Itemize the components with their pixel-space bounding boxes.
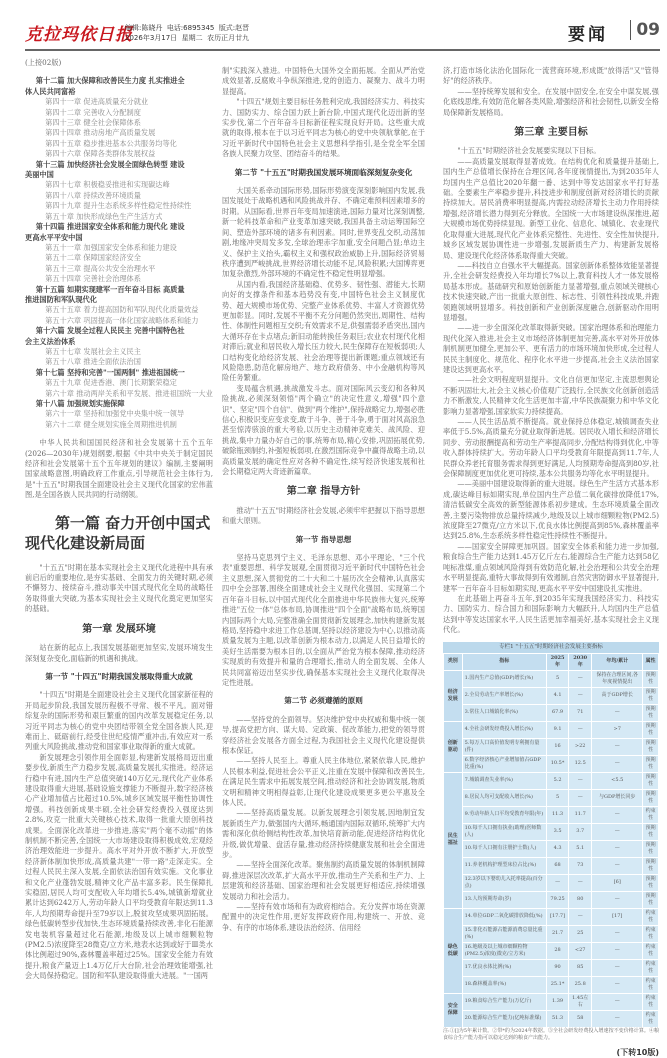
toc-part: 第十六篇 发展全过程人民民主 完善中国特色社 [35, 326, 185, 336]
table-value-2025: 51.3 [546, 1010, 568, 1027]
table-attribute: 约束性 [643, 1010, 659, 1027]
part-1-intro: "十五五"时期在基本实现社会主义现代化进程中具有承前启后的重要地位,是夯实基础、全面发力的关键时期,必须不懈努力、接续奋斗,推动事关中国式现代化全局的战略任务取得重大突破,为基本实现社会主义现代化奠定更加坚实的基础。 [25, 562, 213, 614]
table-indicator: 7.城镇调查失业率(%) [462, 772, 546, 789]
goal: ——美丽中国建设取得新的重大进展。绿色生产生活方式基本形成,碳达峰目标如期实现,单位国内生产总值二氧化碳排放降低17%,清洁低碳安全高效的新型能源体系初步建成。生态环境质量全面改善,主要污染物排放总量持续减少,地级及以上城市细颗粒物(PM2.5)浓度降至27微克/立方米以下,优良水体比例提高到85%,森林覆盖率达到25.8%,生态系统多样性稳定性持续性不断提升。 [443, 479, 659, 541]
table-row [444, 891, 659, 908]
table-indicator: 11.养老机构护理型床位占比(%) [462, 857, 546, 874]
principle: ——坚持党的全面领导。坚决维护党中央权威和集中统一领导,提高党把方向、谋大局、定政策、促改革能力,把党的领导贯穿经济社会发展各方面全过程,为我国社会主义现代化建设提供根本保证。 [222, 714, 425, 755]
table-attribute: 约束性 [643, 908, 659, 925]
table-avg: — [592, 959, 643, 976]
table-avg: <5.5 [592, 772, 643, 789]
table-value-2025: 10.5* [546, 755, 568, 772]
goal: ——高质量发展取得显著成效。在结构优化和质量提升基础上,国内生产总值增长保持在合理区间,各年度视情提出,为到2035年人均国内生产总值比2020年翻一番、达到中等发达国家水平打好基础。全要素生产率稳步提升,科技进步和制度创新对经济增长的贡献持续加大。居民消费率明显提高,内需拉动经济增长主动力作用持续增强,经济增长潜力得到充分释放。全国统一大市场建设纵深推进,超大规模市场优势持续显现。新型工业化、信息化、城镇化、农业现代化取得重大进展,现代化产业体系完整性、先进性、安全性加快提升,城乡区域发展协调性进一步增强,发展新质生产力、构建新发展格局、建设现代化经济体系取得重大突破。 [443, 156, 659, 260]
table-avg: — [592, 806, 643, 823]
table-body [444, 670, 659, 1027]
table-indicator: 13.人均预期寿命(岁) [462, 891, 546, 908]
table-avg: — [592, 925, 643, 942]
table-avg: >7 [592, 721, 643, 738]
lunar-date: 农历正月廿九 [207, 34, 250, 42]
paragraph: "十四五"时期是全面建设社会主义现代化国家新征程的开局起步阶段,我国发展历程极不寻常、极不平凡。面对错综复杂的国际形势和艰巨繁重的国内改革发展稳定任务,以习近平同志为核心的党中央团结带领全党全国各族人民,迎难而上、砥砺前行,经受住世纪疫情严重冲击,有效应对一系列重大风险挑战,推动党和国家事业取得新的重大成就。 [25, 690, 213, 752]
toc-part-continued: 会主义法治体系 [25, 336, 76, 346]
page-number: 09 [630, 20, 660, 40]
toc-chapter: 第四十四章 推动房地产高质量发展 [45, 128, 156, 138]
table-row [444, 874, 659, 891]
toc-part-continued: 更高水平平安中国 [25, 232, 83, 242]
weekday: 星期二 [181, 34, 203, 42]
header-rule [25, 49, 660, 51]
goal: ——科技自立自强水平大幅提高。国家创新体系整体效能显著提升,全社会研发经费投入年均增长7%以上,教育科技人才一体发展格局基本形成。基础研究和原始创新能力显著增强,重点领域关键核心技术快速突破,产出一批重大原创性、标志性、引领性科技成果,并跑领跑领域明显增多。科技创新和产业创新深度融合,创新驱动作用明显增强。 [443, 260, 659, 322]
table-attribute: 预期性 [643, 840, 659, 857]
table-value-2030: 11.7 [569, 806, 592, 823]
table-value-2030: — [569, 908, 592, 925]
table-row [444, 670, 659, 687]
table-value-2025: 21.7 [546, 925, 568, 942]
column-1 [25, 58, 213, 982]
table-header-cell: 属性 [643, 653, 659, 670]
table-note: 注:①[]为5年累计数。②带*的为2024年数据。③全社会研发经费投入增速按不变价格计算。④粮食综合生产能力指可以稳定达到的粮食产出能力。 [443, 1027, 659, 1041]
toc-part-continued: 体人民共同富裕 [25, 86, 76, 96]
toc-chapter: 第五十二章 保障国家经济安全 [45, 253, 141, 263]
guiding-thought-title: 第一节 指导思想 [295, 534, 352, 544]
table-avg: [17] [592, 908, 643, 925]
table-attribute: 预期性 [643, 687, 659, 704]
table-indicator: 19.粮食综合生产能力(万亿斤) [462, 993, 546, 1010]
table-attribute: 预期性 [643, 891, 659, 908]
table-avg: — [592, 755, 643, 772]
toc-chapter: 第五十六章 巩固提高一体化国家战略体系和能力 [45, 315, 199, 325]
column-3 [443, 58, 659, 1058]
table-row [444, 908, 659, 925]
table-indicator: 4.全社会研发经费投入增长(%) [462, 721, 546, 738]
table-attribute: 预期性 [643, 789, 659, 806]
continued-from: (上接02版) [25, 58, 62, 67]
table-value-2030: 71 [569, 704, 592, 721]
table-avg: 与GDP增长同步 [592, 789, 643, 806]
date: 2026年3月17日 [125, 34, 178, 42]
masthead [25, 18, 660, 48]
table-indicator: 2.全员劳动生产率增长(%) [462, 687, 546, 704]
table-value-2025: 11.3 [546, 806, 568, 823]
table-attribute: 预期性 [643, 823, 659, 840]
table-indicator: 17.优良水体比例(%) [462, 959, 546, 976]
intro-paragraph: 中华人民共和国国民经济和社会发展第十五个五年(2026—2030年)规划纲要,根据《中共中央关于制定国民经济和社会发展第十五个五年规划的建议》编制,主要阐明国家战略意图,明确政府工作重点,引导规范社会主体行为,是"十五五"时期我国全面建设社会主义现代化国家的宏伟蓝图,是全国各族人民共同的行动纲领。 [25, 438, 213, 500]
table-value-2030: >22 [569, 738, 592, 755]
table-avg: — [592, 1010, 643, 1027]
toc-part: 第十七篇 坚持和完善"一国两制" 推进祖国统一 [35, 367, 185, 377]
table-avg: — [592, 993, 643, 1010]
table-category: 绿色低碳 [444, 908, 463, 993]
toc-chapter: 第五十九章 促进香港、澳门长期繁荣稳定 [45, 378, 177, 388]
table-value-2030: — [569, 687, 592, 704]
toc-part-continued: 推进国防和军队现代化 [25, 294, 97, 304]
table-avg: 保持在合理区间,各年度视情提出 [592, 670, 643, 687]
table-row [444, 704, 659, 721]
table-value-2030: 58 [569, 1010, 592, 1027]
table-attribute: 预期性 [643, 721, 659, 738]
table-row [444, 959, 659, 976]
table-category: 创新驱动 [444, 721, 463, 772]
table-value-2030: — [569, 772, 592, 789]
table-indicator: 10.每千人口拥有执业(助理)医师数(人) [462, 823, 546, 840]
table-value-2025: 5 [546, 670, 568, 687]
table-attribute: 约束性 [643, 942, 659, 959]
table-row [444, 687, 659, 704]
toc-chapter: 第四十八章 持续改善环境质量 [45, 190, 141, 200]
table-row [444, 806, 659, 823]
paragraph-continued: 制"实践深入推进。中国特色大国外交全面拓展。全面从严治党成效显著,反腐败斗争纵深推进,党的创造力、凝聚力、战斗力明显提高。 [222, 66, 425, 96]
table-header-cell: 2030年 [569, 653, 592, 670]
table-attribute: 约束性 [643, 976, 659, 993]
table-header-cell: 类别 [444, 653, 463, 670]
table-attribute: 约束性 [643, 959, 659, 976]
table-value-2025: 3.5 [546, 823, 568, 840]
table-attribute: 预期性 [643, 755, 659, 772]
table-indicator: 10.每千人口拥有注册护士数(人) [462, 840, 546, 857]
table-value-2030: 80 [569, 891, 592, 908]
table-indicator: 20.能源综合生产能力(亿吨标准煤) [462, 1010, 546, 1027]
table-avg: [6] [592, 874, 643, 891]
table-row [444, 840, 659, 857]
table-caption: 专栏1 "十五五"时期经济社会发展主要指标 [443, 642, 659, 653]
table-value-2030: 73 [569, 857, 592, 874]
table-value-2025: 68 [546, 857, 568, 874]
table-value-2025: 4.3 [546, 840, 568, 857]
table-value-2030: — [569, 670, 592, 687]
toc-part: 第十三篇 加快经济社会发展全面绿色转型 建设 [35, 159, 185, 169]
table-value-2030: 25 [569, 925, 592, 942]
table-indicator: 18.森林覆盖率(%) [462, 976, 546, 993]
table-indicator: 12.3岁以下婴幼儿入托率提高(百分点) [462, 874, 546, 891]
table-row [444, 925, 659, 942]
table-avg: 高于GDP增长 [592, 687, 643, 704]
table-avg: — [592, 942, 643, 959]
table-value-2025: 5.2 [546, 772, 568, 789]
table-attribute: 预期性 [643, 874, 659, 891]
table-value-2025: 67.9 [546, 704, 568, 721]
table-header-cell: 指标 [462, 653, 546, 670]
table-indicator: 14.单位GDP二氧化碳排放降低(%) [462, 908, 546, 925]
toc-chapter: 第四十二章 完善收入分配制度 [45, 107, 141, 117]
toc-chapter: 第五十三章 提高公共安全治理水平 [45, 263, 156, 273]
table-value-2025: 79.25 [546, 891, 568, 908]
section-1-title: 第一节 "十四五"时期我国发展取得重大成就 [45, 671, 193, 681]
masthead-meta [125, 23, 249, 43]
table-attribute: 约束性 [643, 993, 659, 1010]
table-row [444, 942, 659, 959]
toc-part: 第十八篇 加强规划实施保障 [35, 399, 125, 408]
table-value-2025: 90 [546, 959, 568, 976]
toc-chapter: 第四十六章 保障各类群体发展权益 [45, 149, 156, 159]
table-value-2030: — [569, 721, 592, 738]
table-value-2025: 5 [546, 789, 568, 806]
chapter-2-intro: 推动"十五五"时期经济社会发展,必须牢牢把握以下指导思想和重大原则。 [222, 505, 425, 526]
toc-part: 第十二篇 加大保障和改善民生力度 扎实推进全 [35, 76, 185, 86]
table-indicator: 5.每万人口高价值发明专利拥有量(件) [462, 738, 546, 755]
principle: ——坚持统筹发展和安全。在发展中固安全,在安全中谋发展,强化底线思维,有效防范化解各类风险,增强经济和社会韧性,以新安全格局保障新发展格局。 [443, 86, 659, 117]
toc-part: 第十五篇 如期实现建军一百年奋斗目标 高质量 [35, 284, 185, 294]
table-header-cell: 2025年 [546, 653, 568, 670]
table-value-2030: 12.5 [569, 755, 592, 772]
chapter-1-intro: 站在新的起点上,我国发展基础更加坚实,发展环境发生深刻复杂变化,面临新的机遇和挑战。 [25, 643, 213, 663]
table-row [444, 1010, 659, 1027]
phone: 电话:6895345 [166, 24, 215, 32]
newspaper-logo: 克拉玛依日报 [25, 25, 133, 45]
table-value-2025: 28 [546, 942, 568, 959]
table-row [444, 772, 659, 789]
chapter-3-title: 第三章 主要目标 [514, 127, 588, 139]
goal: ——进一步全面深化改革取得新突破。国家治理体系和治理能力现代化深入推进,社会主义市场经济体制更加完善,高水平对外开放体制机制更加健全,更加公平、更有活力的市场环境加快形成,全过程人民民主制度化、规范化、程序化水平进一步提高,社会主义法治国家建设达到更高水平。 [443, 323, 659, 374]
principle: ——坚持有效市场和有为政府相结合。充分发挥市场在资源配置中的决定性作用,更好发挥政府作用,构建统一、开放、竞争、有序的市场体系,建设法治经济、信用经 [222, 902, 425, 932]
chapter-1-title: 第一章 发展环境 [82, 623, 156, 635]
principle: ——坚持人民至上。尊重人民主体地位,紧紧依靠人民,维护人民根本利益,促进社会公平正义,注重在发展中保障和改善民生,在满足民生需求中拓展发展空间,推动经济和社会协调发展,物质文明和精神文明相得益彰,让现代化建设成果更多更公平惠及全体人民。 [222, 756, 425, 807]
table-row [444, 857, 659, 874]
section-name: 要闻 [568, 25, 608, 45]
toc-chapter: 第五十七章 发展社会主义民主 [45, 346, 141, 356]
table-avg: — [592, 704, 643, 721]
table-indicator: 16.地级及以上城市细颗粒物(PM2.5)浓度(微克/立方米) [462, 942, 546, 959]
table-avg: — [592, 891, 643, 908]
toc-chapter: 第四十九章 提升生态系统多样性稳定性持续性 [45, 201, 192, 211]
table-indicator: 9.劳动年龄人口平均受教育年限(年) [462, 806, 546, 823]
toc-part: 第十四篇 推进国家安全体系和能力现代化 建设 [35, 222, 185, 232]
editor: 编辑:陈晓丹 [125, 24, 163, 32]
toc-chapter: 第五十四章 完善社会治理体系 [45, 274, 141, 284]
table-value-2025: 25.1* [546, 976, 568, 993]
table-avg: — [592, 976, 643, 993]
goal: ——国家安全屏障更加巩固。国家安全体系和能力进一步加强,粮食综合生产能力达到1.45万亿斤左右,能源综合生产能力达到58亿吨标准煤,重点领域风险得到有效防范化解,社会治理和公共安全治理水平明显提高,重特大事故得到有效遏制,自然灾害防御水平显著提升,建军一百年奋斗目标如期实现,更高水平平安中国建设扎实推进。 [443, 541, 659, 593]
paragraph-continued: 济,打造市场化法治化国际化一流营商环境,形成既"放得活"又"管得好"的经济秩序。 [443, 66, 659, 86]
table-value-2030: — [569, 789, 592, 806]
table-indicator: 6.数字经济核心产业增加值占GDP比重(%) [462, 755, 546, 772]
table-category: 安全保障 [444, 993, 463, 1027]
table-indicator: 8.居民人均可支配收入增长(%) [462, 789, 546, 806]
paragraph: 坚持马克思列宁主义、毛泽东思想、邓小平理论、"三个代表"重要思想、科学发展观,全面贯彻习近平新时代中国特色社会主义思想,深入贯彻党的二十大和二十届历次全会精神,认真落实四中全会部署,围绕全面建成社会主义现代化强国、实现第二个百年奋斗目标,以中国式现代化全面推进中华民族伟大复兴,统筹推进"五位一体"总体布局,协调推进"四个全面"战略布局,统筹国内国际两个大局,完整准确全面贯彻新发展理念,加快构建新发展格局,坚持稳中求进工作总基调,坚持以经济建设为中心,以推动高质量发展为主题,以改革创新为根本动力,以满足人民日益增长的美好生活需要为根本目的,以全面从严治党为根本保障,推动经济实现质的有效提升和量的合理增长,推动人的全面发展、全体人民共同富裕迈出坚实步伐,确保基本实现社会主义现代化取得决定性进展。 [222, 553, 425, 687]
table-value-2025: 9.1 [546, 721, 568, 738]
principles-title: 第二节 必须遵循的原则 [284, 696, 363, 706]
table-value-2025: — [546, 874, 568, 891]
section-2-title: 第二节 "十五五"时期我国发展环境面临深刻复杂变化 [234, 167, 413, 177]
table-indicator: 3.常住人口城镇化率(%) [462, 704, 546, 721]
table-row [444, 976, 659, 993]
table-value-2030: 85 [569, 959, 592, 976]
table-row [444, 823, 659, 840]
paragraph: 从国内看,我国经济基础稳、优势多、韧性强、潜能大,长期向好的支撑条件和基本趋势没有变,中国特色社会主义制度优势、超大规模市场优势、完整产业体系优势、丰富人才资源优势更加彰显。同时,发展不平衡不充分问题仍然突出,周期性、结构性、体制性问题相互交织;有效需求不足,供强需弱矛盾突出,国内大循环存在卡点堵点;新旧动能转换任务艰巨;农业农村现代化相对滞后;就业和居民收入增长压力较大,民生保障存在短板弱项;人口结构变化给经济发展、社会治理等提出新课题;重点领域还有风险隐患,防范化解房地产、地方政府债务、中小金融机构等风险任务繁重。 [222, 279, 425, 383]
paragraph: "十四五"规划主要目标任务胜利完成,我国经济实力、科技实力、国防实力、综合国力跃上新台阶,中国式现代化迈出新的坚实步伐,第二个百年奋斗目标新征程实现良好开局。这些重大成就的取得,根本在于以习近平同志为核心的党中央领航掌舵,在于习近平新时代中国特色社会主义思想科学指引,是全党全军全国各族人民聚力攻坚、团结奋斗的结果。 [222, 97, 425, 159]
table-value-2025: 4.1 [546, 687, 568, 704]
part-1-title: 第一篇 奋力开创中国式现代化建设新局面 [25, 513, 211, 552]
table-value-2030: 5.1 [569, 840, 592, 857]
toc-part-continued: 美丽中国 [25, 170, 54, 180]
paragraph: 大国关系牵动国际形势,国际形势演变深刻影响国内发展,我国发展处于战略机遇和风险挑战并存、不确定难预料因素增多的时期。从国际看,世界百年变局加速演进,国际力量对比深刻调整,新一轮科技革命和产业变革加速突破,我国具备主动运筹国际空间、塑造外部环境的诸多有利因素。同时,世界变乱交织,动荡加剧,地缘冲突局发多发,全球治理赤字加重,安全问题凸显;单边主义、保护主义抬头,霸权主义和强权政治威胁上升,国际经济贸易秩序遭到严峻挑战,世界经济增长动能不足,风险积累;大国博弈更加复杂激烈,外部环境的不确定性不稳定性明显增强。 [222, 186, 425, 279]
chapter-2-title: 第二章 指导方针 [286, 486, 361, 498]
goal: ——人民生活品质不断提高。就业保持总体稳定,城镇调查失业率低于5.5%,高质量充分就业取得新进展。居民收入增长和经济增长同步、劳动报酬提高和劳动生产率提高同步,分配结构得到优化,中等收入群体持续扩大。劳动年龄人口平均受教育年限提高到11.7年,人民群众养老托育服务需求得到更好满足,人均预期寿命提高到80岁,社会保障制度更加优化更可持续,基本公共服务均等化水平明显提升。 [443, 417, 659, 479]
table-category: 经济发展 [444, 670, 463, 721]
table-of-contents [25, 76, 213, 430]
table-avg: — [592, 857, 643, 874]
chapter-3-intro: "十五五"时期经济社会发展要实现以下目标。 [457, 146, 601, 156]
table-value-2025: [17.7] [546, 908, 568, 925]
toc-chapter: 第四十一章 促进高质量充分就业 [45, 97, 149, 107]
table-value-2030: 25.8 [569, 976, 592, 993]
continued-to: (下转10版) [616, 1047, 659, 1057]
table-header-row [444, 653, 659, 670]
table-value-2030: 3.7 [569, 823, 592, 840]
toc-chapter: 第四十七章 积极稳妥推进和实现碳达峰 [45, 180, 170, 190]
toc-chapter: 第五十八章 推进全面依法治国 [45, 357, 141, 367]
table-attribute: 预期性 [643, 704, 659, 721]
table-row [444, 721, 659, 738]
table-value-2025: 1.39 [546, 993, 568, 1010]
toc-chapter: 第五十章 加快形成绿色生产生活方式 [45, 211, 163, 221]
table-row [444, 993, 659, 1010]
table-avg: — [592, 738, 643, 755]
table-value-2025: 16 [546, 738, 568, 755]
indicators-table [443, 642, 659, 1028]
toc-chapter: 第五十五章 着力提高国防和军队现代化质量效益 [45, 305, 199, 315]
table-attribute: 约束性 [643, 925, 659, 942]
table-row [444, 738, 659, 755]
table-row [444, 789, 659, 806]
toc-chapter: 第四十五章 稳步推进基本公共服务均等化 [45, 138, 177, 148]
table-value-2030: <27 [569, 942, 592, 959]
table-row [444, 755, 659, 772]
toc-chapter: 第六十二章 健全规划实施全周期推进机制 [45, 419, 177, 429]
table-indicator: 15.非化石能源占能源消费总量比重(%) [462, 925, 546, 942]
table-attribute: 约束性 [643, 806, 659, 823]
table-category: 民生福祉 [444, 772, 463, 908]
goal: ——社会文明程度明显提升。文化自信更加坚定,主流思想舆论不断巩固壮大,社会主义核心价值观广泛践行,全民族文化创新创造活力不断激发,人民精神文化生活更加丰富,中华民族凝聚力和中华文化影响力显著增强,国家软实力持续提高。 [443, 375, 659, 416]
paragraph: 变局蕴含机遇,挑战激发斗志。面对国际风云变幻和各种风险挑战,必须深刻领悟"两个确立"的决定性意义,增强"四个意识"、坚定"四个自信"、做到"两个维护",保持战略定力,增强必胜信心,积极识变应变求变,敢于斗争、善于斗争,勇于面对风高浪急甚至惊涛骇浪的重大考验,以历史主动精神克难关、战风险、迎挑战,集中力量办好自己的事,统筹布局,精心安排,巩固拓展优势,破除瓶颈制约,补强短板弱项,在激烈国际竞争中赢得战略主动,以高质量发展的确定性应对各种不确定性,续写经济快速发展和社会长期稳定两大奇迹新篇章。 [222, 383, 425, 477]
paragraph: 新发展理念引领作用全面彰显,构建新发展格局迈出重要步伐,新质生产力稳步发展,高质量发展扎实推进。经济运行稳中有进,国内生产总值突破140万亿元,现代化产业体系建设取得重大进展,基础设施支撑能力不断提升,数字经济核心产业增加值占比超过10.5%,城乡区域发展平衡性协调性增强。科技创新成果丰硕,全社会研发经费投入强度达到2.8%,攻克一批重大关键核心技术,取得一批重大原创科技成果。全面深化改革进一步推进,落实"两个毫不动摇"的体制机制不断完善,全国统一大市场建设取得积极成效,宏观经济治理效能进一步提升。高水平对外开放不断扩大,开放型经济新体制加快形成,高质量共建"一带一路"走深走实。全过程人民民主深入发展,全面依法治国有效实施。文化事业和文化产业蓬勃发展,精神文化产品丰富多彩。民生保障扎实稳固,居民人均可支配收入年均增长5.4%,城镇新增就业累计达到6242万人,劳动年龄人口平均受教育年限达到11.3年,人均预期寿命提升至79岁以上,脱贫攻坚成果巩固拓展。绿色低碳转型步伐加快,生态环境质量持续改善,非化石能源发电装机容量超过化石能源,地级及以上城市细颗粒物(PM2.5)浓度降至28微克/立方米,地表水达到或好于Ⅲ类水体比例超过90%,森林覆盖率超过25%。国家安全能力有效提升,粮食产量迈上1.4万亿斤大台阶,社会治理效能增强,社会大局保持稳定。国防和军队建设取得重大进展。"一国两 [25, 752, 213, 981]
principle: ——坚持全面深化改革。聚焦制约高质量发展的体制机制障碍,推进深层次改革,扩大高水平开放,推动生产关系和生产力、上层建筑和经济基础、国家治理和社会发展更好相适应,持续增强发展动力和社会活力。 [222, 860, 425, 901]
table-attribute: 预期性 [643, 772, 659, 789]
table-attribute: 预期性 [643, 857, 659, 874]
toc-chapter: 第六十一章 坚持和加强党中央集中统一领导 [45, 409, 185, 419]
toc-chapter: 第五十一章 加强国家安全体系和能力建设 [45, 242, 177, 252]
goal: 在此基础上再奋斗五年,到2035年实现我国经济实力、科技实力、国防实力、综合国力和国际影响力大幅跃升,人均国内生产总值达到中等发达国家水平,人民生活更加幸福美好,基本实现社会主义现代化。 [443, 593, 659, 635]
toc-chapter: 第四十三章 健全社会保障体系 [45, 118, 141, 128]
table-value-2030: — [569, 874, 592, 891]
table-avg: — [592, 840, 643, 857]
table-indicator: 1.国内生产总值(GDP)增长(%) [462, 670, 546, 687]
table-attribute: 预期性 [643, 670, 659, 687]
toc-chapter: 第六十章 推动两岸关系和平发展、推进祖国统一大业 [45, 388, 213, 398]
table-avg: — [592, 823, 643, 840]
column-2 [222, 58, 425, 933]
table-value-2030: 1.45左右 [569, 993, 592, 1010]
layout-editor: 版式:赵晋 [218, 24, 250, 32]
principle: ——坚持高质量发展。以新发展理念引领发展,因地制宜发展新质生产力,做强国内大循环,畅通国内国际双循环,统筹扩大内需和深化供给侧结构性改革,加快培育新动能,促进经济结构优化升级,做优增量、盘活存量,推动经济持续健康发展和社会全面进步。 [222, 808, 425, 860]
table-header-cell: 年均/累计 [592, 653, 643, 670]
table-attribute: 预期性 [643, 738, 659, 755]
